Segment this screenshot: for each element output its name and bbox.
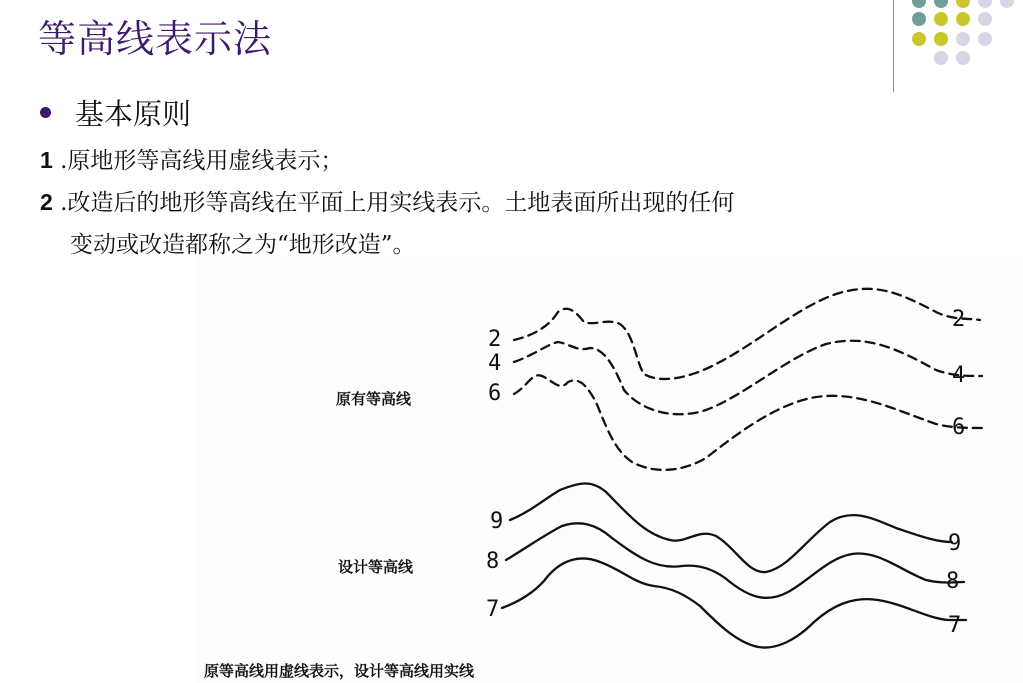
solid-label-right-7: 7 [948, 613, 962, 638]
dot [956, 0, 970, 8]
bullet-dot [40, 107, 51, 118]
dot [978, 0, 992, 8]
dashed-label-left-6: 6 [488, 381, 502, 406]
dot [956, 51, 970, 65]
dot [912, 12, 926, 26]
contour-figure [196, 258, 1023, 683]
solid-label-left-8: 8 [486, 549, 500, 574]
dot [956, 12, 970, 26]
slide-title: 等高线表示法 [38, 17, 273, 61]
dot [934, 0, 948, 8]
dashed-label-left-2: 2 [488, 327, 502, 352]
dashed-label-right-4: 4 [952, 363, 966, 388]
dot [956, 32, 970, 46]
dot [912, 32, 926, 46]
figure-caption: 原等高线用虚线表示，设计等高线用实线 [204, 662, 475, 680]
rule-text: 变动或改造都称之为“地形改造”。 [70, 232, 416, 258]
bullet-text: 基本原则 [75, 97, 192, 131]
rule-text: .原地形等高线用虚线表示； [60, 148, 344, 174]
rule-line-2-cont [70, 226, 416, 259]
dot [934, 12, 948, 26]
dot [912, 0, 926, 8]
rule-number: 1 [40, 147, 53, 173]
rule-line-1 [40, 142, 343, 175]
solid-label-right-9: 9 [948, 531, 962, 556]
decorative-dots [912, 0, 1023, 70]
dashed-label-right-2: 2 [952, 307, 966, 332]
dot [978, 32, 992, 46]
dot [978, 12, 992, 26]
dashed-label-left-4: 4 [488, 351, 502, 376]
dot [934, 51, 948, 65]
contour-diagram [196, 258, 1023, 683]
rule-number: 2 [40, 189, 53, 215]
divider-line [893, 0, 894, 92]
bullet-item [40, 92, 191, 133]
dot [1000, 0, 1014, 8]
solid-label-right-8: 8 [946, 569, 960, 594]
dot [934, 32, 948, 46]
design-contour-label: 设计等高线 [338, 558, 414, 576]
rule-line-2 [40, 184, 734, 217]
solid-label-left-7: 7 [486, 597, 500, 622]
original-contour-label: 原有等高线 [336, 390, 412, 408]
solid-label-left-9: 9 [490, 509, 504, 534]
rule-text: .改造后的地形等高线在平面上用实线表示。土地表面所出现的任何 [60, 190, 735, 216]
dashed-label-right-6: 6 [952, 415, 966, 440]
